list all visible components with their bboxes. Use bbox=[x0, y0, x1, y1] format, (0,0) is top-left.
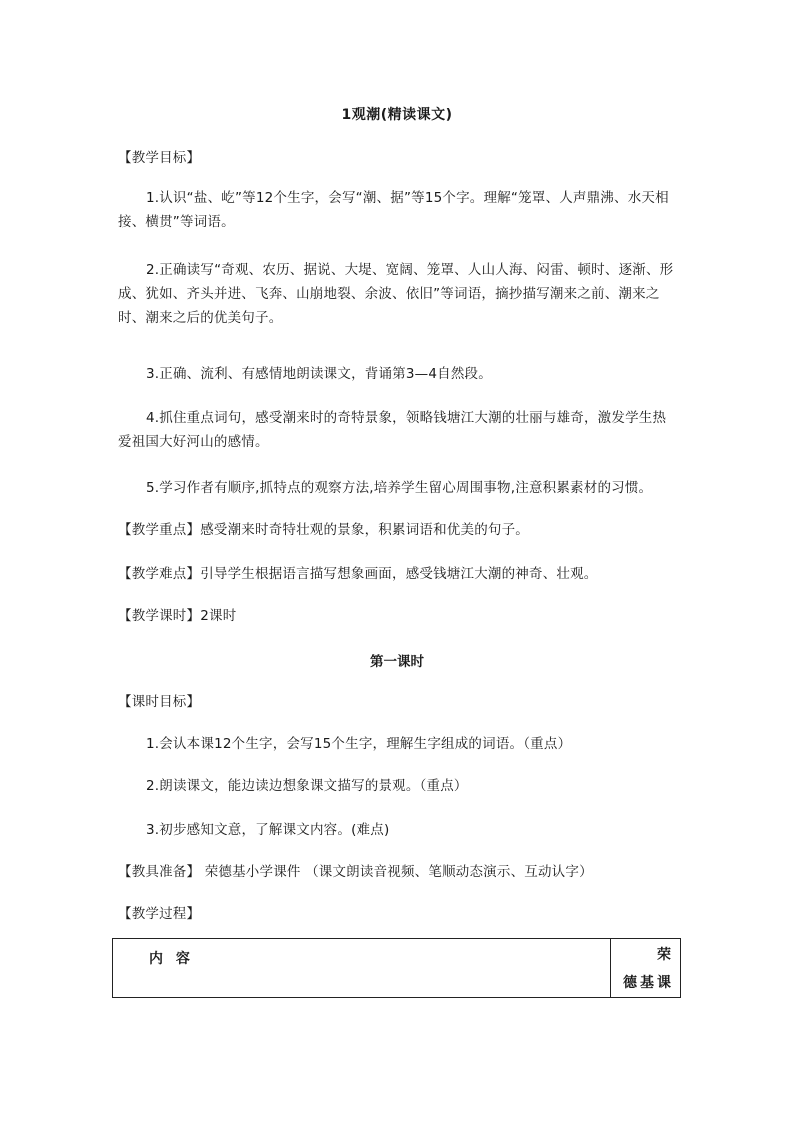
lesson-title: 第一课时 bbox=[370, 654, 424, 670]
process-table bbox=[112, 938, 681, 998]
section-heading-lesson-goals: 【课时目标】 bbox=[118, 694, 201, 710]
goal-item-4: 4.抓住重点词句，感受潮来时的奇特景象，领略钱塘江大潮的壮丽与雄奇，激发学生热爱祖国大好河山的感情。 bbox=[118, 410, 667, 450]
goal-item-5: 5.学习作者有顺序,抓特点的观察方法,培养学生留心周围事物,注意积累素材的习惯。 bbox=[146, 480, 653, 496]
table-header-side-line-2: 德基课 bbox=[623, 975, 674, 991]
difficulty: 【教学难点】引导学生根据语言描写想象画面，感受钱塘江大潮的神奇、壮观。 bbox=[118, 566, 598, 582]
goal-item-2: 2.正确读写“奇观、农历、据说、大堤、宽阔、笼罩、人山人海、闷雷、顿时、逐渐、形成、犹如、齐头并进、飞奔、山崩地裂、余波、依旧”等词语，摘抄描写潮来之前、潮来之时、潮来之后的优美句子。 bbox=[118, 262, 674, 326]
materials: 【教具准备】 荣德基小学课件 （课文朗读音视频、笔顺动态演示、互动认字） bbox=[118, 864, 593, 880]
table-cell-side bbox=[611, 939, 681, 998]
lesson-goal-item-3: 3.初步感知文意，了解课文内容。(难点) bbox=[146, 822, 390, 838]
key-point: 【教学重点】感受潮来时奇特壮观的景象，积累词语和优美的句子。 bbox=[118, 522, 529, 538]
table-cell-content bbox=[113, 939, 611, 998]
table-header-side bbox=[611, 939, 680, 997]
table-header-content: 内 容 bbox=[149, 951, 194, 967]
page-title: 1观潮(精读课文) bbox=[341, 107, 453, 123]
lesson-goal-item-1: 1.会认本课12个生字，会写15个生字，理解生字组成的词语。（重点） bbox=[146, 736, 572, 752]
section-heading-goals: 【教学目标】 bbox=[118, 150, 201, 166]
goal-item-3: 3.正确、流利、有感情地朗读课文，背诵第3—4自然段。 bbox=[146, 366, 492, 382]
class-hours: 【教学课时】2课时 bbox=[118, 608, 237, 624]
goal-item-1: 1.认识“盐、屹”等12个生字，会写“潮、据”等15个字。理解“笼罩、人声鼎沸、水天相接、横贯”等词语。 bbox=[118, 190, 669, 230]
table-row bbox=[113, 939, 681, 998]
table-header-side-line-1: 荣 bbox=[657, 947, 674, 963]
section-heading-process: 【教学过程】 bbox=[118, 906, 201, 922]
lesson-goal-item-2: 2.朗读课文，能边读边想象课文描写的景观。（重点） bbox=[146, 778, 468, 794]
